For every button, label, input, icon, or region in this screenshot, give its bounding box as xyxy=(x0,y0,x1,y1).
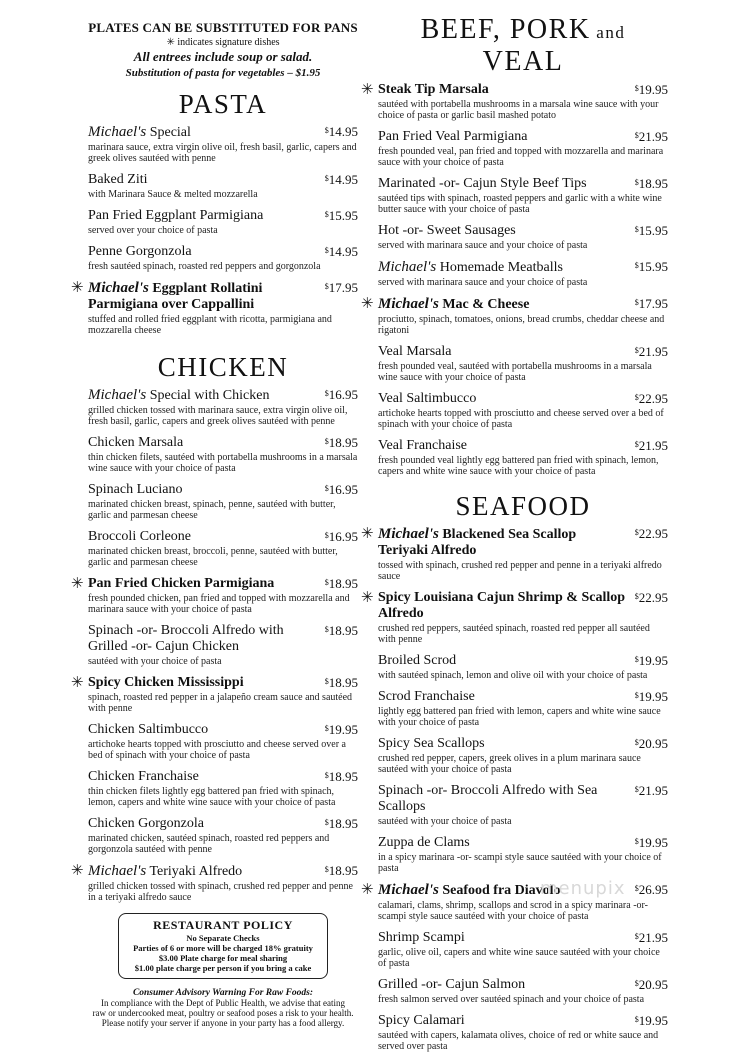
menu-item-price: $21.95 xyxy=(634,783,668,798)
header-substitution-note: Substitution of pasta for vegetables – $1.95 xyxy=(125,67,321,79)
menu-item-description: lightly egg battered pan fried with lemon, capers and white wine sauce with your choice of pasta xyxy=(378,706,661,728)
menu-item-price-value: 18.95 xyxy=(328,769,358,784)
menu-item-script-prefix: Michael's xyxy=(88,280,149,296)
menu-item xyxy=(378,129,668,168)
menu-item xyxy=(378,1013,668,1052)
menu-item-title: Mac & Cheese xyxy=(438,297,530,312)
beef-title-veal: VEAL xyxy=(482,46,564,77)
menu-item-description: grilled chicken tossed with spinach, crushed red pepper and penne in a teriyaki alfredo sauce xyxy=(88,881,353,903)
menu-item-name xyxy=(378,223,516,239)
signature-star-icon: ✳ xyxy=(71,576,84,592)
menu-item-price: $22.95 xyxy=(634,590,668,605)
menu-item-price: $26.95 xyxy=(634,882,668,897)
menu-item-price-value: 19.95 xyxy=(638,835,668,850)
menu-item-row xyxy=(88,769,358,785)
menu-item-description: served with marinara sauce and your choice of pasta xyxy=(378,240,588,251)
menu-item xyxy=(378,344,668,383)
menu-item-title: Spicy Calamari xyxy=(378,1013,465,1028)
menu-item-name xyxy=(378,590,629,622)
menu-item-price: $22.95 xyxy=(634,526,668,541)
menu-item-name xyxy=(378,176,587,192)
menu-item-title: Hot -or- Sweet Sausages xyxy=(378,223,516,238)
menu-item-name xyxy=(378,526,629,559)
menu-item-name xyxy=(378,653,456,669)
signature-star-icon: ✳ xyxy=(71,280,84,296)
menu-item-price-value: 14.95 xyxy=(328,124,358,139)
menu-item xyxy=(378,176,668,215)
menu-item-price-value: 19.95 xyxy=(638,1013,668,1028)
menu-item-description: fresh salmon served over sautéed spinach and your choice of pasta xyxy=(378,994,645,1005)
menu-item-title: Spinach Luciano xyxy=(88,482,183,497)
menu-item-description: fresh pounded veal lightly egg battered pan fried with spinach, lemon, capers and white wine sauce with your choice of pasta xyxy=(378,455,659,477)
menu-item-price: $15.95 xyxy=(634,223,668,238)
menu-item-name xyxy=(88,244,192,260)
menu-item-price: $18.95 xyxy=(324,435,358,450)
signature-legend-text: indicates signature dishes xyxy=(177,37,280,48)
menu-item-price: $19.95 xyxy=(634,1013,668,1028)
menu-item-script-prefix: Michael's xyxy=(88,124,147,140)
menu-item-price: $19.95 xyxy=(324,722,358,737)
beef-section-title xyxy=(378,14,668,78)
signature-star-icon: ✳ xyxy=(361,882,374,898)
menu-item-price: $14.95 xyxy=(324,172,358,187)
menu-item-row xyxy=(378,590,668,622)
policy-line: No Separate Checks xyxy=(186,933,260,943)
menu-item-price-value: 18.95 xyxy=(328,863,358,878)
menu-item xyxy=(378,689,668,728)
menu-item-price-value: 18.95 xyxy=(328,576,358,591)
menu-item-price-value: 21.95 xyxy=(638,783,668,798)
menu-item-name xyxy=(88,623,319,655)
menu-item-price: $18.95 xyxy=(324,863,358,878)
signature-star-icon: ✳ xyxy=(71,675,84,691)
menu-item-name xyxy=(378,689,475,705)
menu-header xyxy=(88,20,358,79)
menu-item-name xyxy=(378,930,465,946)
menu-item-name xyxy=(378,882,561,899)
menu-item-script-prefix: Michael's xyxy=(378,526,439,542)
menu-item xyxy=(378,223,668,251)
chicken-section-title: CHICKEN xyxy=(157,352,289,382)
menu-item-description: crushed red pepper, capers, greek olives in a plum marinara sauce sautéed with your choice of pasta xyxy=(378,753,641,775)
chicken-list xyxy=(71,387,358,903)
menu-item-price-value: 19.95 xyxy=(638,653,668,668)
signature-star-icon: ✳ xyxy=(361,82,374,98)
menu-item-description: prociutto, spinach, tomatoes, onions, bread crumbs, cheddar cheese and rigatoni xyxy=(378,314,665,336)
menu-item-description: sautéed with your choice of pasta xyxy=(378,816,512,827)
menu-item-title: Pan Fried Veal Parmigiana xyxy=(378,129,528,144)
beef-title-and: and xyxy=(590,23,626,42)
menu-item-name xyxy=(378,835,470,851)
menu-item-row xyxy=(378,391,668,407)
menu-item-price-value: 20.95 xyxy=(638,736,668,751)
menu-item-title: Pan Fried Eggplant Parmigiana xyxy=(88,208,264,223)
advisory-line: Please notify your server if anyone in your party has a food allergy. xyxy=(101,1018,345,1028)
menu-item-row xyxy=(378,736,668,752)
menu-item-description: crushed red peppers, sautéed spinach, roasted red pepper all sautéed with penne xyxy=(378,623,650,645)
menu-item xyxy=(88,722,358,761)
policy-line: Parties of 6 or more will be charged 18% gratuity xyxy=(133,943,313,953)
menu-item-row xyxy=(378,223,668,239)
menu-item-name xyxy=(88,863,242,880)
menu-item-price-value: 19.95 xyxy=(638,689,668,704)
menu-item-row xyxy=(378,82,668,98)
menu-item-title: Seafood fra Diavolo xyxy=(438,883,561,898)
menu-item xyxy=(88,816,358,855)
advisory-title: Consumer Advisory Warning For Raw Foods: xyxy=(132,988,314,998)
menu-item-title: Veal Marsala xyxy=(378,344,452,359)
menu-item-name xyxy=(88,576,274,592)
menu-item-price-value: 16.95 xyxy=(328,387,358,402)
policy-line: $3.00 Plate charge for meal sharing xyxy=(158,953,288,963)
menu-item-price-value: 21.95 xyxy=(638,930,668,945)
menu-item-name xyxy=(378,783,629,815)
menu-item-title: Special xyxy=(146,125,191,140)
menu-item-price: $21.95 xyxy=(634,438,668,453)
menu-item-name xyxy=(88,722,208,738)
menu-item-price-value: 20.95 xyxy=(638,977,668,992)
menu-item-name xyxy=(378,129,527,145)
menu-item-row xyxy=(88,172,358,188)
menu-item-row xyxy=(378,526,668,559)
menu-item-description: thin chicken filets lightly egg battered pan fried with spinach, lemon, capers and white wine sauce with your choice of pasta xyxy=(88,786,336,808)
menu-item-description: fresh pounded veal, pan fried and topped with mozzarella and marinara sauce with your choice of pasta xyxy=(378,146,664,168)
menu-item-row xyxy=(378,930,668,946)
menu-item-row xyxy=(88,623,358,655)
menu-item xyxy=(378,930,668,969)
menu-item-description: sautéed tips with spinach, roasted peppers and garlic with a white wine butter sauce with your choice of pasta xyxy=(378,193,662,215)
menu-item-price-value: 18.95 xyxy=(328,435,358,450)
menu-item-description: marinated chicken, sautéed spinach, roasted red peppers and gorgonzola sautéed with penne xyxy=(88,833,330,855)
menu-item xyxy=(71,280,358,336)
menu-item-row xyxy=(88,675,358,691)
menu-item-row xyxy=(88,435,358,451)
left-column xyxy=(71,0,358,1028)
menu-item-script-prefix: Michael's xyxy=(378,259,437,275)
menu-item-title: Veal Franchaise xyxy=(378,438,468,453)
menu-item-price-value: 19.95 xyxy=(638,82,668,97)
signature-star-icon: ✳ xyxy=(361,296,374,312)
menu-item-price-value: 15.95 xyxy=(638,259,668,274)
menu-item-title: Zuppa de Clams xyxy=(378,835,470,850)
menu-item-row xyxy=(88,863,358,880)
menu-item-name xyxy=(88,280,319,313)
menu-item-row xyxy=(88,722,358,738)
advisory-line: raw or undercooked meat, poultry or seafood poses a risk to your health. xyxy=(92,1008,354,1018)
menu-item-row xyxy=(378,129,668,145)
menu-item-price: $22.95 xyxy=(634,391,668,406)
menu-item-name xyxy=(88,769,199,785)
menu-item-price-value: 19.95 xyxy=(328,722,358,737)
menu-item xyxy=(361,82,668,121)
menu-item xyxy=(378,835,668,874)
menu-item-name xyxy=(88,208,263,224)
menu-item-price-value: 15.95 xyxy=(638,223,668,238)
menu-item-title: Chicken Franchaise xyxy=(88,769,199,784)
menu-item-price-value: 14.95 xyxy=(328,244,358,259)
menu-item-price: $20.95 xyxy=(634,977,668,992)
menu-item-description: with sautéed spinach, lemon and olive oil with your choice of pasta xyxy=(378,670,648,681)
signature-star-icon: ✳ xyxy=(361,526,374,542)
menu-item-title: Homemade Meatballs xyxy=(436,260,563,275)
menu-item-description: marinara sauce, extra virgin olive oil, fresh basil, garlic, capers and greek olives sautéed with penne xyxy=(88,142,357,164)
menu-item-row xyxy=(88,124,358,141)
menu-item-price-value: 14.95 xyxy=(328,172,358,187)
menu-item xyxy=(88,482,358,521)
menu-item-row xyxy=(378,835,668,851)
menu-item-row xyxy=(378,438,668,454)
menu-item xyxy=(88,623,358,667)
menu-item-price: $18.95 xyxy=(324,675,358,690)
menu-item-title: Spicy Chicken Mississippi xyxy=(88,675,244,690)
menu-item-title: Blackened Sea Scallop Teriyaki Alfredo xyxy=(378,527,577,558)
menu-item xyxy=(361,590,668,645)
menu-item-price: $16.95 xyxy=(324,482,358,497)
menu-item xyxy=(378,391,668,430)
menu-item xyxy=(71,576,358,615)
menu-item-name xyxy=(88,435,183,451)
menu-item-price-value: 22.95 xyxy=(638,590,668,605)
menu-item-description: in a spicy marinara -or- scampi style sauce sautéed with your choice of pasta xyxy=(378,852,662,874)
header-plates-note: PLATES CAN BE SUBSTITUTED FOR PANS xyxy=(88,20,358,35)
menu-item xyxy=(71,863,358,903)
menu-item-name xyxy=(378,259,563,276)
menu-item-title: Spinach -or- Broccoli Alfredo with Sea Scallops xyxy=(378,783,598,814)
menu-item-script-prefix: Michael's xyxy=(378,882,439,898)
menu-item xyxy=(88,172,358,200)
menu-item-price: $17.95 xyxy=(634,296,668,311)
seafood-list xyxy=(361,526,668,1052)
menu-item-name xyxy=(88,387,269,404)
menu-item-script-prefix: Michael's xyxy=(378,296,439,312)
seafood-section-title: SEAFOOD xyxy=(455,491,591,521)
menu-item-name xyxy=(88,529,191,545)
menu-item-name xyxy=(378,736,485,752)
menu-item-row xyxy=(378,783,668,815)
menu-item-description: grilled chicken tossed with marinara sauce, extra virgin olive oil, fresh basil, garlic, capers and greek olives sautéed with penne xyxy=(88,405,348,427)
watermark-logo: menupix xyxy=(540,878,626,899)
menu-item xyxy=(378,653,668,681)
menu-item-name xyxy=(378,344,451,360)
menu-item-row xyxy=(88,529,358,545)
menu-item xyxy=(88,124,358,164)
signature-star-icon: ✳ xyxy=(361,590,374,606)
menu-item-row xyxy=(378,296,668,313)
menu-item-title: Teriyaki Alfredo xyxy=(146,864,243,879)
menu-item-name xyxy=(378,391,476,407)
menu-item-row xyxy=(378,176,668,192)
menu-item-title: Baked Ziti xyxy=(88,172,148,187)
menu-item-row xyxy=(88,208,358,224)
menu-item-price: $18.95 xyxy=(324,816,358,831)
menu-item-price-value: 17.95 xyxy=(328,280,358,295)
menu-item xyxy=(88,435,358,474)
menu-item-description: tossed with spinach, crushed red pepper and penne in a teriyaki alfredo sauce xyxy=(378,560,662,582)
menu-item-name xyxy=(88,172,148,188)
menu-item xyxy=(88,769,358,808)
menu-item-description: spinach, roasted red pepper in a jalapeño cream sauce and sautéed with penne xyxy=(88,692,353,714)
menu-item-title: Pan Fried Chicken Parmigiana xyxy=(88,576,275,591)
menu-item-description: artichoke hearts topped with prosciutto and cheese served over a bed of spinach with your choice of pasta xyxy=(88,739,346,761)
menu-item-description: marinated chicken breast, spinach, penne, sautéed with butter, garlic and parmesan cheese xyxy=(88,499,336,521)
menu-item-price-value: 26.95 xyxy=(638,882,668,897)
menu-item-title: Scrod Franchaise xyxy=(378,689,475,704)
menu-item-description: fresh sautéed spinach, roasted red peppers and gorgonzola xyxy=(88,261,321,272)
menu-item-price-value: 18.95 xyxy=(328,623,358,638)
menu-item xyxy=(378,736,668,775)
menu-item-name xyxy=(378,1013,465,1029)
menu-item-price-value: 18.95 xyxy=(638,176,668,191)
menu-item-price: $21.95 xyxy=(634,344,668,359)
menu-item-price: $18.95 xyxy=(324,769,358,784)
menu-item xyxy=(378,438,668,477)
menu-item-title: Veal Saltimbucco xyxy=(378,391,477,406)
menu-item-name xyxy=(378,438,467,454)
menu-item-price: $14.95 xyxy=(324,124,358,139)
menu-item-title: Steak Tip Marsala xyxy=(378,82,489,97)
menu-item-row xyxy=(378,259,668,276)
policy-title: RESTAURANT POLICY xyxy=(153,918,293,932)
menu-item-title: Chicken Saltimbucco xyxy=(88,722,209,737)
menu-item-name xyxy=(88,675,244,691)
menu-item-row xyxy=(378,344,668,360)
menu-item-description: marinated chicken breast, broccoli, penne, sautéed with butter, garlic and parmesan cheese xyxy=(88,546,338,568)
right-column xyxy=(361,0,668,1060)
menu-item-price-value: 15.95 xyxy=(328,208,358,223)
menu-item-title: Broccoli Corleone xyxy=(88,529,192,544)
restaurant-policy-box xyxy=(118,913,328,979)
menu-item-price-value: 16.95 xyxy=(328,482,358,497)
menu-item-row xyxy=(88,387,358,404)
menu-item-row xyxy=(88,244,358,260)
menu-item-script-prefix: Michael's xyxy=(88,387,147,403)
menu-item-title: Spicy Louisiana Cajun Shrimp & Scallop Alfredo xyxy=(378,590,626,621)
menu-item xyxy=(378,977,668,1005)
menu-item-description: calamari, clams, shrimp, scallops and scrod in a spicy marinara -or- scampi style sauce sautéed with your choice of pasta xyxy=(378,900,648,922)
menu-item-price: $18.95 xyxy=(634,176,668,191)
menu-item-price-value: 22.95 xyxy=(638,391,668,406)
menu-item-price: $21.95 xyxy=(634,930,668,945)
menu-item-row xyxy=(378,1013,668,1029)
menu-item-description: with Marinara Sauce & melted mozzarella xyxy=(88,189,258,200)
menu-item-description: artichoke hearts topped with prosciutto and cheese served over a bed of spinach with your choice of pasta xyxy=(378,408,664,430)
consumer-advisory xyxy=(88,988,358,1028)
menu-item-description: stuffed and rolled fried eggplant with ricotta, parmigiana and mozzarella cheese xyxy=(88,314,332,336)
header-signature-legend xyxy=(88,37,358,48)
menu-item-title: Spinach -or- Broccoli Alfredo with Grilled -or- Cajun Chicken xyxy=(88,623,284,654)
menu-item-script-prefix: Michael's xyxy=(88,863,147,879)
menu-item-price: $14.95 xyxy=(324,244,358,259)
pasta-section-title: PASTA xyxy=(178,89,268,119)
menu-item xyxy=(88,529,358,568)
header-soup-salad-note: All entrees include soup or salad. xyxy=(133,49,313,64)
menu-item-row xyxy=(378,653,668,669)
pasta-list xyxy=(71,124,358,336)
menu-item-price-value: 21.95 xyxy=(638,129,668,144)
menu-item-description: fresh pounded veal, sautéed with portabella mushrooms in a marsala wine sauce with your choice of pasta xyxy=(378,361,652,383)
beef-title-part: BEEF, PORK xyxy=(420,14,591,45)
menu-item-price: $16.95 xyxy=(324,387,358,402)
menu-item-price: $20.95 xyxy=(634,736,668,751)
menu-item-title: Penne Gorgonzola xyxy=(88,244,192,259)
menu-item xyxy=(378,783,668,827)
menu-item xyxy=(88,208,358,236)
beef-list xyxy=(361,82,668,477)
menu-item-price-value: 16.95 xyxy=(328,529,358,544)
menu-item-price: $21.95 xyxy=(634,129,668,144)
menu-item-price: $16.95 xyxy=(324,529,358,544)
menu-item-row xyxy=(88,280,358,313)
menu-item-row xyxy=(378,689,668,705)
menu-item xyxy=(88,244,358,272)
menu-item-description: sautéed with capers, kalamata olives, choice of red or white sauce and served over pasta xyxy=(378,1030,659,1052)
menu-item-price: $17.95 xyxy=(324,280,358,295)
menu-item-row xyxy=(88,576,358,592)
menu-item-title: Shrimp Scampi xyxy=(378,930,465,945)
menu-item-price: $15.95 xyxy=(634,259,668,274)
menu-item-title: Broiled Scrod xyxy=(378,653,457,668)
menu-item-price-value: 18.95 xyxy=(328,816,358,831)
menu-item-title: Chicken Gorgonzola xyxy=(88,816,204,831)
menu-item-price: $19.95 xyxy=(634,82,668,97)
menu-item-name xyxy=(378,82,489,98)
menu-item-price-value: 22.95 xyxy=(638,526,668,541)
menu-item-name xyxy=(88,124,191,141)
menu-item-price-value: 21.95 xyxy=(638,438,668,453)
menu-item-title: Spicy Sea Scallops xyxy=(378,736,485,751)
menu-item-price: $19.95 xyxy=(634,835,668,850)
menu-item-description: fresh pounded chicken, pan fried and topped with mozzarella and marinara sauce with your choice of pasta xyxy=(88,593,350,615)
menu-item-name xyxy=(88,816,204,832)
menu-item-title: Chicken Marsala xyxy=(88,435,184,450)
menu-item-price-value: 18.95 xyxy=(328,675,358,690)
policy-line: $1.00 plate charge per person if you bring a cake xyxy=(134,963,312,973)
menu-item-name xyxy=(378,296,529,313)
advisory-line: In compliance with the Dept of Public Health, we advise that eating xyxy=(101,998,345,1008)
menu-item-description: sautéed with your choice of pasta xyxy=(88,656,222,667)
menu-item-price: $15.95 xyxy=(324,208,358,223)
menu-item-price-value: 21.95 xyxy=(638,344,668,359)
menu-item-description: thin chicken filets, sautéed with portabella mushrooms in a marsala wine sauce with your choice of pasta xyxy=(88,452,358,474)
menu-item-price-value: 17.95 xyxy=(638,296,668,311)
menu-item xyxy=(361,526,668,582)
menu-item-price: $18.95 xyxy=(324,576,358,591)
menu-item-name xyxy=(378,977,525,993)
menu-item-row xyxy=(378,977,668,993)
menu-item-price: $19.95 xyxy=(634,653,668,668)
signature-star-icon: ✳ xyxy=(166,37,175,48)
menu-item-title: Special with Chicken xyxy=(146,388,270,403)
menu-item-title: Eggplant Rollatini Parmigiana over Cappallini xyxy=(88,281,263,312)
menu-item-price: $19.95 xyxy=(634,689,668,704)
menu-item-description: served over your choice of pasta xyxy=(88,225,218,236)
signature-star-icon: ✳ xyxy=(71,863,84,879)
menu-item xyxy=(71,675,358,714)
menu-item xyxy=(361,296,668,336)
menu-item-row xyxy=(88,816,358,832)
menu-item-row xyxy=(88,482,358,498)
menu-item-description: sautéed with portabella mushrooms in a marsala wine sauce with your choice of pasta or garlic basil mashed potato xyxy=(378,99,659,121)
menu-item-description: served with marinara sauce and your choice of pasta xyxy=(378,277,588,288)
menu-item xyxy=(378,259,668,288)
menu-item-description: garlic, olive oil, capers and white wine sauce sautéed with your choice of pasta xyxy=(378,947,660,969)
menu-item-name xyxy=(88,482,182,498)
menu-item-title: Marinated -or- Cajun Style Beef Tips xyxy=(378,176,587,191)
menu-item-title: Grilled -or- Cajun Salmon xyxy=(378,977,526,992)
menu-item xyxy=(88,387,358,427)
menu-item-price: $18.95 xyxy=(324,623,358,638)
